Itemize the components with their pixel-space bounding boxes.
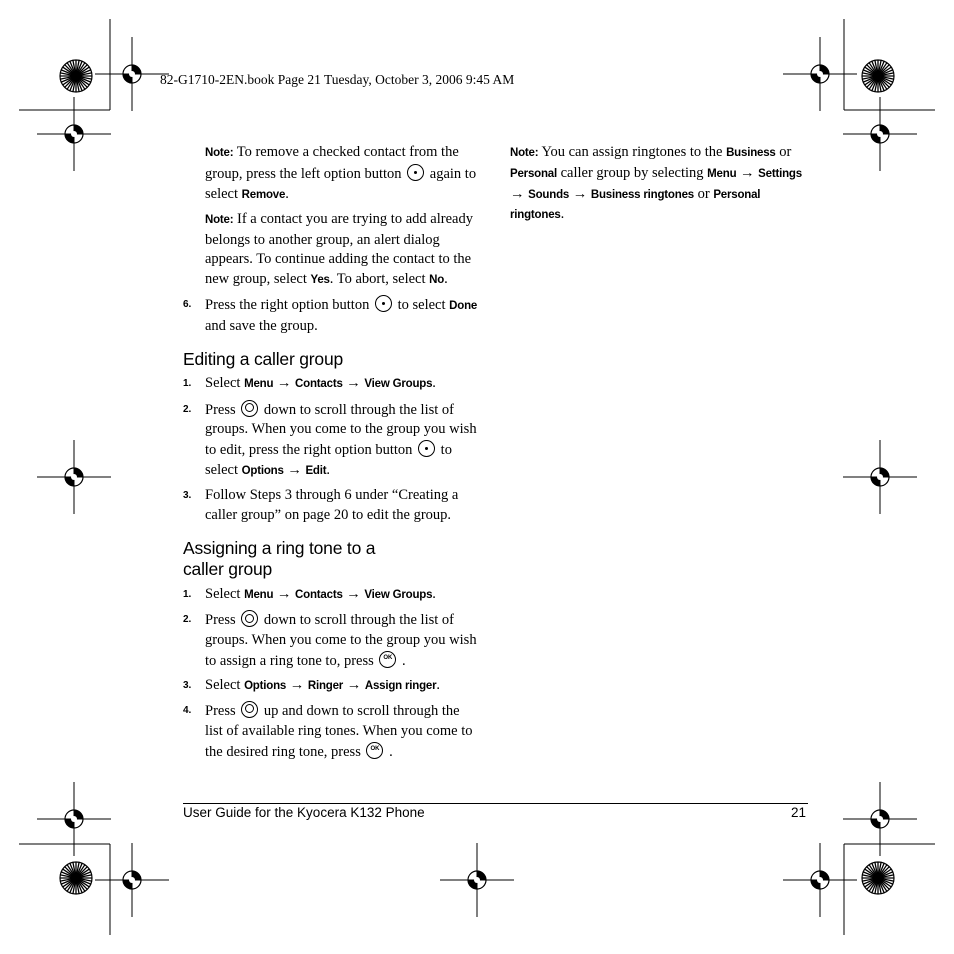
star-target-top-right xyxy=(862,60,894,92)
assigning-step-4: 4. Press up and down to scroll through the list of available ring tones. When you come to the desired ring tone, press OK . xyxy=(183,701,480,762)
key-yes: Yes xyxy=(310,274,330,287)
registration-mark xyxy=(95,37,169,111)
star-target-bottom-left xyxy=(60,862,92,894)
note-label: Note: xyxy=(205,147,234,159)
footer-divider xyxy=(183,803,808,804)
note-already-in-group: Note: If a contact you are trying to add already belongs to another group, an alert dialog appears. To continue adding the contact to the new group, select Yes. To abort, select No. xyxy=(205,210,473,288)
right-column xyxy=(510,143,807,231)
star-target-bottom-right xyxy=(862,862,894,894)
step-number: 1. xyxy=(183,588,192,600)
registration-mark xyxy=(783,37,857,111)
editing-step-3: 3. Follow Steps 3 through 6 under “Creating a caller group” on page 20 to edit the group. xyxy=(183,487,459,524)
note-label: Note: xyxy=(510,147,539,159)
ok-key-icon xyxy=(379,651,396,668)
page-number: 21 xyxy=(790,805,806,820)
registration-mark xyxy=(783,843,857,917)
step-number: 3. xyxy=(183,679,192,691)
key-remove: Remove xyxy=(241,188,286,201)
left-column xyxy=(183,143,480,767)
assigning-step-1: 1. Select Menu → Contacts → View Groups. xyxy=(183,585,480,606)
key-done: Done xyxy=(449,300,478,313)
step-number: 2. xyxy=(183,614,192,625)
ok-key-icon xyxy=(366,742,383,759)
option-button-icon xyxy=(407,164,424,181)
navigation-key-icon xyxy=(241,400,258,417)
registration-mark xyxy=(843,440,917,514)
step-number: 3. xyxy=(183,490,192,502)
option-button-icon xyxy=(418,440,435,457)
navigation-key-icon xyxy=(241,701,258,718)
editing-step-2: 2. Press down to scroll through the list of groups. When you come to the group you wish to edit, press the right option button to select Options → Edit. xyxy=(183,401,477,479)
heading-editing-caller-group: Editing a caller group xyxy=(183,348,344,369)
footer-title: User Guide for the Kyocera K132 Phone xyxy=(183,805,425,820)
step-number: 2. xyxy=(183,403,192,415)
registration-mark xyxy=(95,843,169,917)
heading-assigning-ring-tone: Assigning a ring tone to a caller group xyxy=(183,537,376,580)
assigning-step-3: 3. Select Options → Ringer → Assign ringer. xyxy=(183,676,480,697)
note-remove-contact: Note: To remove a checked contact from the group, press the left option button again to select Remove. xyxy=(205,144,477,202)
editing-step-1: 1. Select Menu → Contacts → View Groups. xyxy=(183,374,480,395)
registration-mark xyxy=(843,782,917,856)
registration-mark xyxy=(37,440,111,514)
step-6: 6. Press the right option button to select Done and save the group. xyxy=(183,297,478,335)
step-number: 6. xyxy=(183,299,192,311)
navigation-key-icon xyxy=(241,610,258,627)
note-assign-ringtones: Note: You can assign ringtones to the Business or Personal caller group by selecting Menu → Settings → Sounds → Business ringtones or Personal ringtones. xyxy=(510,144,802,223)
assigning-step-2: 2. Press down to scroll through the list of groups. When you come to the group you wish to assign a ring tone to, press OK . xyxy=(183,610,480,671)
note-label: Note: xyxy=(205,213,234,226)
book-header: 82-G1710-2EN.book Page 21 Tuesday, October 3, 2006 9:45 AM xyxy=(160,72,515,87)
key-no: No xyxy=(429,274,445,287)
option-button-icon xyxy=(375,295,392,312)
star-target-top-left xyxy=(60,60,92,92)
registration-mark xyxy=(37,782,111,856)
registration-mark xyxy=(843,97,917,171)
step-number: 1. xyxy=(183,378,192,390)
registration-mark xyxy=(440,843,514,917)
registration-mark xyxy=(37,97,111,171)
step-number: 4. xyxy=(183,704,192,716)
